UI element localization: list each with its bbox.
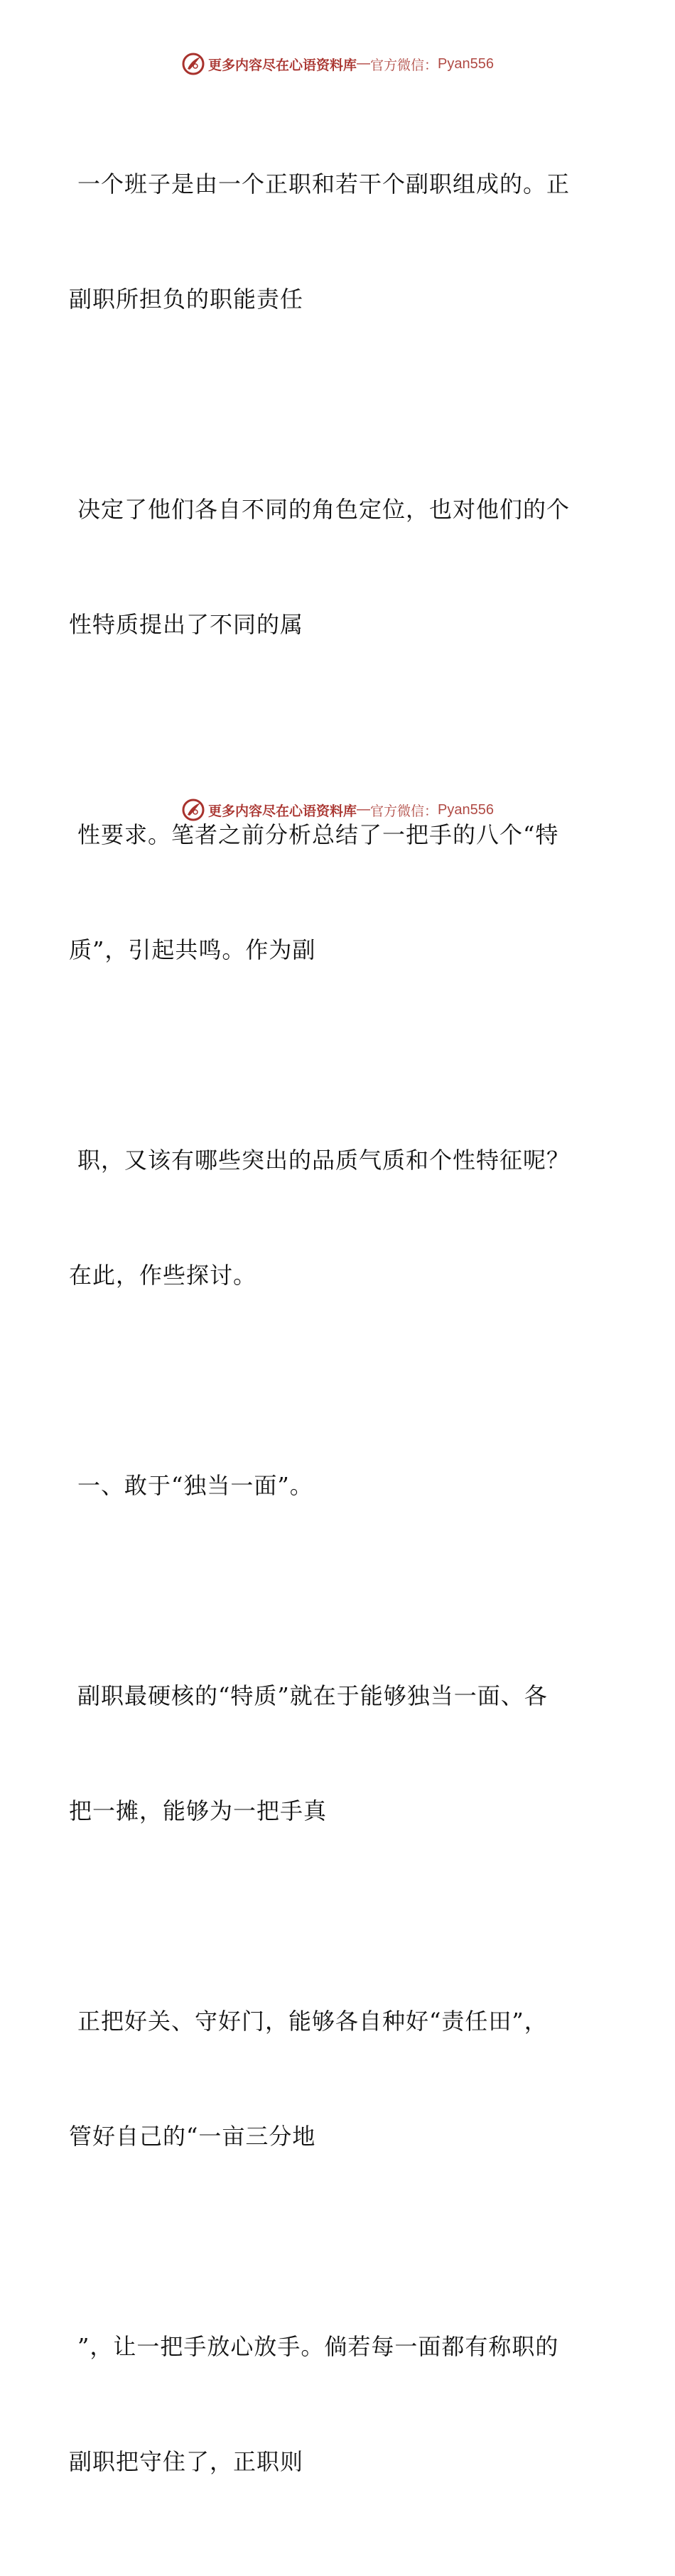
footer-watermark: [0, 796, 675, 824]
paragraph-line: 性特质提出了不同的属: [69, 611, 304, 638]
paragraph: [69, 2251, 595, 2558]
watermark-brand: 更多内容尽在心语资料库: [208, 803, 357, 819]
paragraph: [69, 88, 595, 395]
ink-brush-logo-icon: [181, 52, 205, 76]
paragraph: [69, 739, 595, 1046]
section-heading: [69, 1390, 595, 1581]
paragraph-line: 一个班子是由一个正职和若干个副职组成的。正: [77, 171, 571, 197]
watermark-dash: —: [357, 802, 371, 817]
watermark-wechat-label: 官方微信：: [370, 803, 438, 819]
paragraph-line: ”，让一把手放心放手。倘若每一面都有称职的: [77, 2333, 559, 2360]
watermark-dash: —: [357, 56, 371, 71]
paragraph-line: 把一摊，能够为一把手真: [69, 1797, 328, 1824]
paragraph-line: 质”，引起共鸣。作为副: [69, 936, 316, 963]
ink-brush-logo-icon: [181, 798, 205, 822]
paragraph-line: 职，又该有哪些突出的品质气质和个性特征呢？: [77, 1147, 571, 1174]
watermark-wechat-label: 官方微信：: [370, 57, 438, 73]
watermark-wechat-id: Pyan556: [438, 55, 494, 72]
paragraph: [69, 1925, 595, 2232]
paragraph-line: 副职最硬核的“特质”就在于能够独当一面、各: [77, 1682, 548, 1709]
paragraph: [69, 1600, 595, 1907]
paragraph: [69, 1064, 595, 1371]
paragraph-line: 决定了他们各自不同的角色定位，也对他们的个: [77, 496, 571, 523]
paragraph-line: 性要求。笔者之前分析总结了一把手的八个“特: [77, 821, 559, 848]
watermark-wechat-id: Pyan556: [438, 801, 494, 818]
document-body: [69, 88, 595, 2576]
paragraph-line: 副职把守住了，正职则: [69, 2448, 304, 2475]
paragraph-line: 在此，作些探讨。: [69, 1262, 257, 1289]
paragraph-line: 管好自己的“一亩三分地: [69, 2123, 316, 2150]
section-heading-text: 一、敢于“独当一面”。: [77, 1472, 313, 1499]
paragraph: [69, 413, 595, 720]
paragraph-line: 正把好关、守好门，能够各自种好“责任田”，: [77, 2008, 548, 2035]
paragraph-line: 副职所担负的职能责任: [69, 286, 304, 313]
header-watermark: [0, 50, 675, 78]
watermark-brand: 更多内容尽在心语资料库: [208, 57, 357, 73]
